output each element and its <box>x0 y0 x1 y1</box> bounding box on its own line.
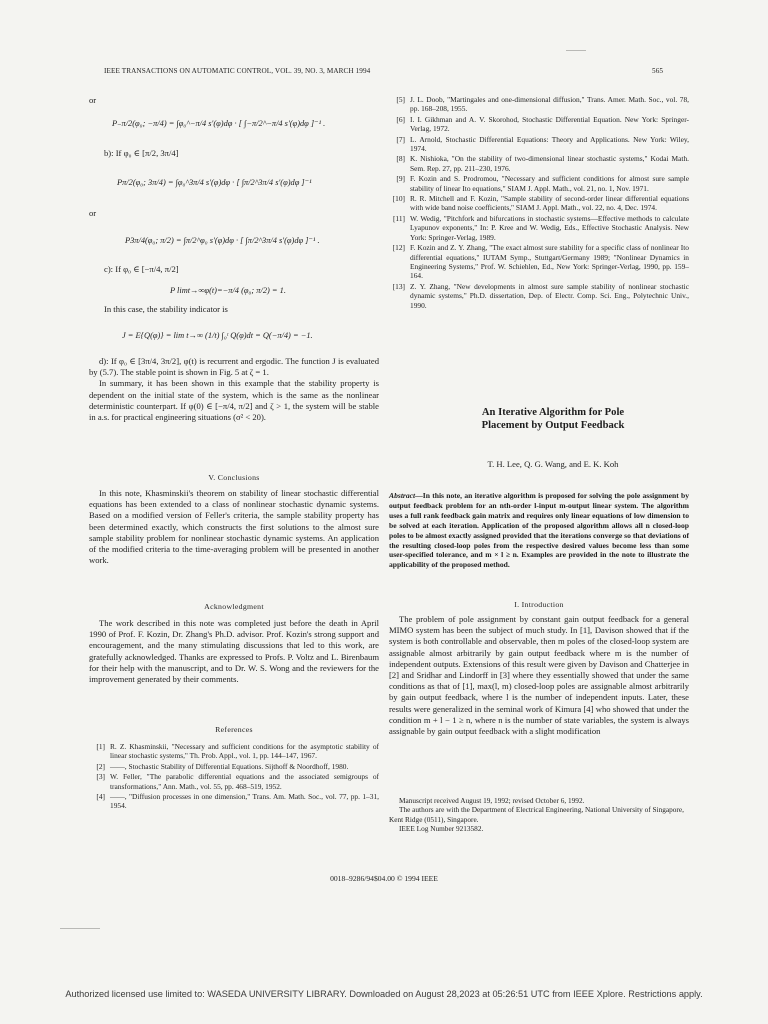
or-label: or <box>89 208 97 218</box>
reference-number: [5] <box>396 95 405 104</box>
reference-text: ——, Stochastic Stability of Differential Equations. Sijthoff & Noordhoff, 1980. <box>110 761 349 771</box>
reference-number: [4] <box>96 792 105 802</box>
running-header: IEEE TRANSACTIONS ON AUTOMATIC CONTROL, VOL. 39, NO. 3, MARCH 1994 <box>104 67 371 75</box>
case-d-paragraph: d): If φ₀ ∈ [3π/4, 3π/2], φ(t) is recurrent and ergodic. The function J is evaluated by (5.7). The stable point is shown in Fig. 5 at ζ = 1. <box>89 356 379 378</box>
reference-item <box>389 214 689 242</box>
case-c: c): If φ₀ ∈ [−π/4, π/2] <box>104 264 179 274</box>
reference-text: Z. Y. Zhang, "New developments in almost sure sample stability of nonlinear stochastic dynamic systems," Ph.D. dissertation, Dep. of Electr. Comp. Sci. Eng., Polytechnic Univ., 1990. <box>410 281 689 310</box>
scan-mark <box>566 50 586 51</box>
paper-authors: T. H. Lee, Q. G. Wang, and E. K. Koh <box>487 459 619 469</box>
reference-item <box>89 772 379 791</box>
reference-number: [2] <box>96 761 105 771</box>
reference-number: [6] <box>396 114 405 124</box>
equation-2: Pπ/2(φ₀; 3π/4) = ∫φ₀^3π/4 s′(φ)dφ · [ ∫π/2^3π/4 s′(φ)dφ ]⁻¹ <box>117 178 312 187</box>
section-heading-introduction: I. Introduction <box>514 600 564 609</box>
stability-intro: In this case, the stability indicator is <box>104 304 228 314</box>
equation-1: P₋π/2(φ₀; −π/4) = ∫φ₀^−π/4 s′(φ)dφ · [ ∫−π/2^−π/4 s′(φ)dφ ]⁻¹ . <box>112 119 326 128</box>
footnotes <box>389 796 689 834</box>
introduction-paragraph: The problem of pole assignment by constant gain output feedback for a general MIMO system has been the subject of much study. In [1], Davison showed that if the system is both controllable and observable, then m poles of the closed-loop system are assignable almost arbitrarily by gain output feedback where m is the number of independent outputs. Extensions of this result were given by Davison and Chatterjee in [2] and Sridhar and Lindorff in [3] where they essentially showed that under the same conditions as that of [1], max(l, m) closed-loop poles are assignable almost arbitrarily by gain output feedback, where l is the number of independent inputs. Later, these results were generalized in the seminal work of Kimura [4] who showed that under the condition m + l − 1 ≥ n, where n is the number of state variables, the system is always assignable by gain output feedback with a slight modification <box>389 614 689 737</box>
reference-item <box>389 135 689 154</box>
reference-text: J. L. Doob, "Martingales and one-dimensional diffusion," Trans. Amer. Math. Soc., vol. 78, pp. 168–208, 1955. <box>410 95 689 114</box>
case-b: b): If φ₀ ∈ [π/2, 3π/4] <box>104 148 179 158</box>
acknowledgment-block <box>89 618 379 685</box>
section-heading-acknowledgment: Acknowledgment <box>204 602 264 611</box>
reference-text: R. R. Mitchell and F. Kozin, "Sample stability of second-order linear differential equations with wide band noise coefficients," SIAM J. Appl. Math., vol. 22, no. 4, Dec. 1974. <box>410 194 689 213</box>
summary-paragraph: In summary, it has been shown in this example that the stability property is dependent on the initial state of the system, which is the same as the nonlinear deterministic counterpart. If φ(0) ∈ [−π/4, π/2] and ζ > 1, the system will be stable in a.s. for practical engineering situations (σ² < 20). <box>89 378 379 423</box>
scan-mark <box>60 928 100 929</box>
reference-text: I. I. Gikhman and A. V. Skorohod, Stochastic Differential Equation. New York: Springer-Verlag, 1972. <box>410 114 689 134</box>
footnote-log-number: IEEE Log Number 9213582. <box>399 824 484 834</box>
reference-number: [10] <box>392 194 405 204</box>
reference-item <box>389 95 689 114</box>
equation-4: P limt→∞φ(t)=−π/4 (φ₀; π/2) = 1. <box>170 286 286 295</box>
reference-text: W. Feller, "The parabolic differential equations and the associated semigroups of transformations," Ann. Math., vol. 55, pp. 468–519, 1952. <box>110 772 379 791</box>
reference-item <box>89 762 379 771</box>
reference-item <box>389 194 689 213</box>
equation-3: P3π/4(φ₀; π/2) = ∫π/2^φ₀ s′(φ)dφ · [ ∫π/2^3π/4 s′(φ)dφ ]⁻¹ . <box>125 236 320 245</box>
reference-list-right <box>389 95 689 311</box>
section-heading-references: References <box>215 725 253 734</box>
authorized-use-notice: Authorized licensed use limited to: WASEDA UNIVERSITY LIBRARY. Downloaded on August 28,2023 at 05:26:51 UTC from IEEE Xplore. Restrictions apply. <box>65 989 703 999</box>
reference-number: [7] <box>396 134 405 144</box>
reference-number: [1] <box>96 742 105 751</box>
reference-item <box>89 742 379 761</box>
paper-title-line-2: Placement by Output Feedback <box>481 420 625 432</box>
conclusions-block <box>89 488 379 566</box>
reference-text: F. Kozin and Z. Y. Zhang, "The exact almost sure stability for a specific class of nonlinear Ito differential equations," IUTAM Symp., Stuttgart/Germany 1989; "Nonlinear Dynamics in Engineering Systems," Prof. W. Schiehlen, Ed., New York: Springer-Verlag, 1990, pp. 159–164. <box>410 243 689 281</box>
abstract <box>389 491 689 570</box>
reference-list-left <box>89 742 379 812</box>
section-heading-conclusions: V. Conclusions <box>208 473 260 482</box>
reference-item <box>389 243 689 281</box>
reference-item <box>389 282 689 310</box>
reference-item <box>389 115 689 134</box>
reference-item <box>389 154 689 173</box>
reference-number: [13] <box>392 281 405 291</box>
paper-title <box>418 406 688 433</box>
reference-text: F. Kozin and S. Prodromou, "Necessary and sufficient conditions for almost sure sample stability of linear Ito equations," SIAM J. Appl. Math., vol. 21, no. 1, Nov. 1971. <box>410 174 689 193</box>
reference-number: [11] <box>392 213 405 223</box>
reference-number: [3] <box>96 772 105 782</box>
footnote-received: Manuscript received August 19, 1992; revised October 6, 1992. <box>399 796 585 805</box>
reference-text: R. Z. Khasminskii, "Necessary and sufficient conditions for the asymptotic stability of linear stochastic systems," Th. Prob. Appl., vol. 1, pp. 144–147, 1967. <box>110 742 379 761</box>
reference-text: ——, "Diffusion processes in one dimension," Trans. Am. Math. Soc., vol. 77, pp. 1–31, 1954. <box>110 792 379 811</box>
reference-text: L. Arnold, Stochastic Differential Equations: Theory and Applications. New York: Wiley, 1974. <box>410 134 689 154</box>
conclusions-paragraph: In this note, Khasminskii's theorem on stability of linear stochastic differential equations has been extended to a class of nonlinear stochastic dynamic systems. Based on a modified version of Feller's criteria, the sample stability property has been determined exactly, which constructs the first solutions to the almost sure sample stability problem for nonlinear stochastic dynamic systems. An application of the modified criteria to the time-averaging problem will be presented in another work. <box>89 488 379 566</box>
reference-item <box>89 792 379 811</box>
reference-item <box>389 174 689 193</box>
or-label: or <box>89 95 97 105</box>
equation-5: J = E{Q(φ)} = lim t→∞ (1/t) ∫₀ᵗ Q(φ)dt = Q(−π/4) = −1. <box>122 331 313 340</box>
acknowledgment-paragraph: The work described in this note was completed just before the death in April 1990 of Prof. F. Kozin, Dr. Zhang's Ph.D. advisor. Prof. Kozin's strong support and encouragement, and the many stimulating discussions that led to this work, are gratefully acknowledged. Thanks are expressed to Profs. P. Voltz and L. Birenbaum for their help with the manuscript, and to Dr. W. S. Wong and the reviewers for the improvement generated by their comments. <box>89 618 379 685</box>
reference-number: [8] <box>396 154 405 164</box>
copyright-line: 0018–9286/94$04.00 © 1994 IEEE <box>330 874 438 883</box>
page-number: 565 <box>652 67 664 75</box>
reference-text: K. Nishioka, "On the stability of two-dimensional linear stochastic systems," Kodai Math. Sem. Rep. 27, pp. 211–230, 1976. <box>410 154 689 173</box>
left-text-block <box>89 356 379 423</box>
reference-text: W. Wedig, "Pitchfork and bifurcations in stochastic systems—Effective methods to calculate Lyapunov exponents," In: P. Kree and W. Wedig, Eds., Effective Stochastic Analysis. New York: Springer-Verlag, 1989. <box>410 213 689 242</box>
paper-title-line-1: An Iterative Algorithm for Pole <box>481 407 625 418</box>
abstract-text: —In this note, an iterative algorithm is proposed for solving the pole assignment by output feedback problem for an nth-order l-input m-output linear system. The algorithm uses a full rank feedback gain matrix and requires only linear equations of low dimension to be solved at each iteration. Application of the proposed algorithm allows all n closed-loop poles to be almost exactly assigned provided that the iterations converge so that deviations of the resulting closed-loop poles from the respective desired values become less than some user-specified tolerance, and m × l ≥ n. Examples are provided in the note to illustrate the applicability of the proposed method. <box>389 491 689 570</box>
introduction-block <box>389 614 689 737</box>
footnote-affiliation: The authors are with the Department of Electrical Engineering, National University of Singapore, Kent Ridge (0511), Singapore. <box>389 805 684 824</box>
reference-number: [12] <box>392 243 405 253</box>
abstract-label: Abstract <box>389 491 416 500</box>
reference-number: [9] <box>396 174 405 184</box>
